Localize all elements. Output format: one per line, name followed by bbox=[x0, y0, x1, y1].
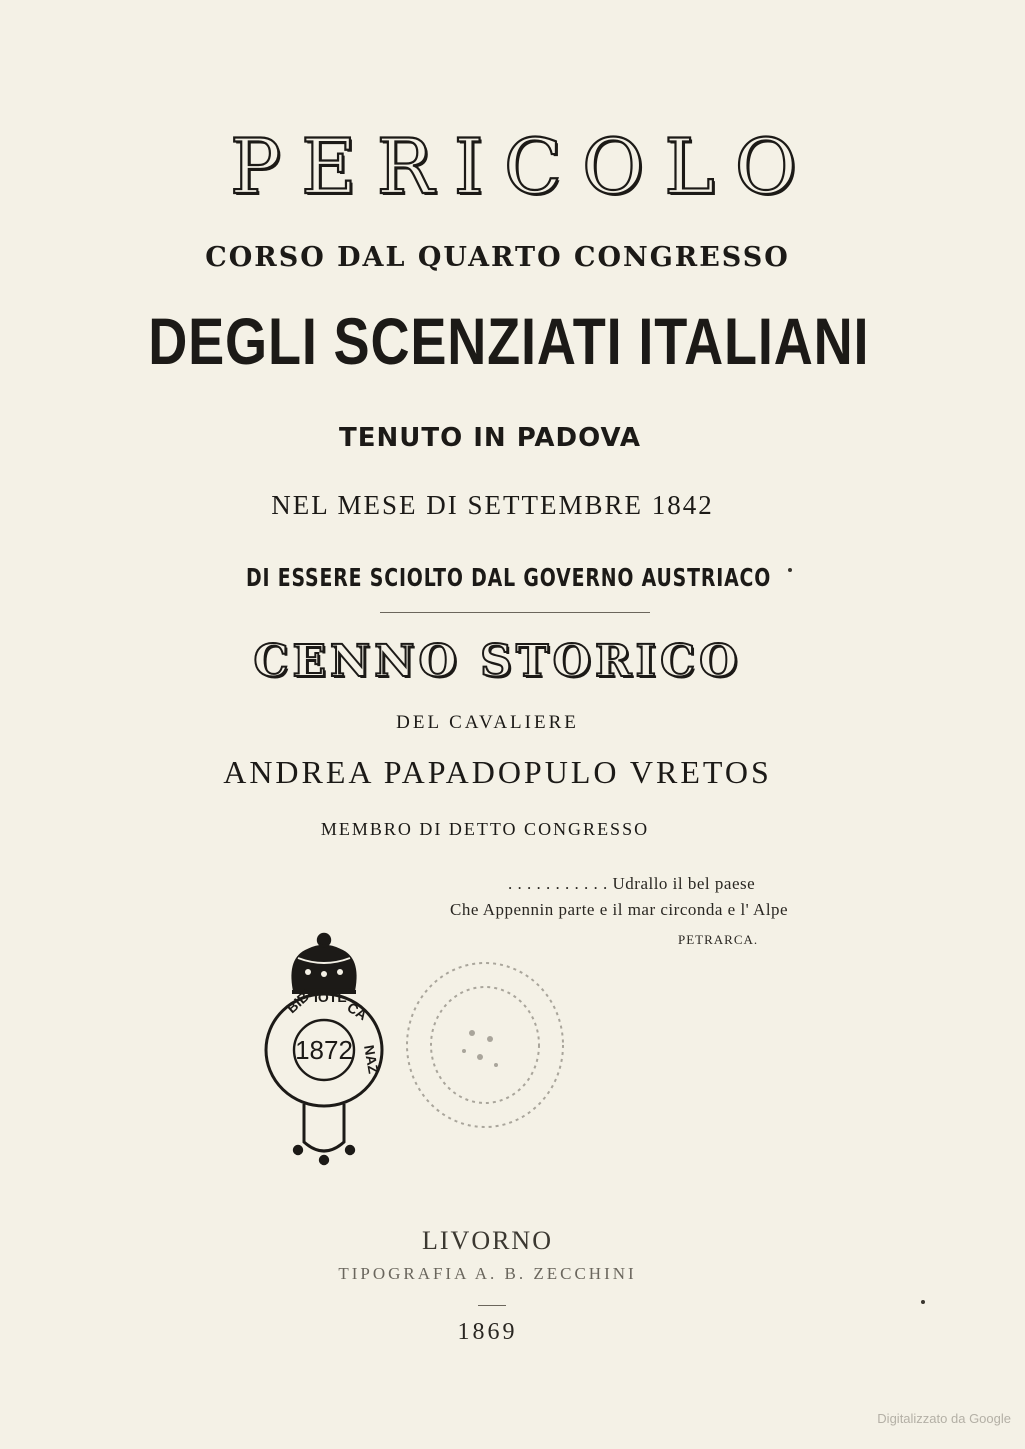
subtitle-padova: TENUTO IN PADOVA bbox=[339, 423, 641, 453]
epigraph-line-1: . . . . . . . . . . . Udrallo il bel paese bbox=[508, 874, 756, 893]
imprint-printer: TIPOGRAFIA A. B. ZECCHINI bbox=[338, 1264, 637, 1283]
imprint-city: LIVORNO bbox=[422, 1226, 553, 1255]
ink-speck bbox=[921, 1300, 925, 1304]
author-prefix: DEL CAVALIERE bbox=[396, 712, 579, 733]
main-title: PERICOLO bbox=[229, 122, 818, 211]
author-role: MEMBRO DI DETTO CONGRESSO bbox=[320, 819, 650, 839]
library-stamp-icon bbox=[258, 928, 390, 1170]
scan-watermark: Digitalizzato da Google bbox=[877, 1411, 1011, 1426]
svg-text:NAZ: NAZ bbox=[361, 1043, 382, 1075]
stamp-year: 1872 bbox=[295, 1035, 353, 1065]
imprint-year: 1869 bbox=[457, 1319, 518, 1345]
subtitle-date: NEL MESE DI SETTEMBRE 1842 bbox=[271, 490, 714, 520]
subtitle-corso: CORSO DAL QUARTO CONGRESSO bbox=[205, 242, 790, 273]
faded-seal-icon bbox=[400, 955, 570, 1135]
section-heading: CENNO STORICO bbox=[253, 636, 742, 687]
epigraph-attribution: PETRARCA. bbox=[678, 932, 759, 947]
svg-text:BIBL: BIBL bbox=[283, 982, 319, 1017]
subtitle-austriaco: DI ESSERE SCIOLTO DAL GOVERNO AUSTRIACO bbox=[245, 563, 772, 592]
epigraph-line-2: Che Appennin parte e il mar circonda e l' Alpe bbox=[450, 900, 789, 919]
svg-text:IOTE: IOTE bbox=[314, 989, 347, 1005]
imprint-rule bbox=[478, 1305, 506, 1306]
ink-speck bbox=[788, 568, 792, 572]
author-name: ANDREA PAPADOPULO VRETOS bbox=[223, 754, 772, 790]
divider-rule bbox=[380, 612, 650, 613]
svg-text:CA: CA bbox=[344, 998, 371, 1024]
subtitle-scienziati: DEGLI SCENZIATI ITALIANI bbox=[148, 304, 870, 378]
